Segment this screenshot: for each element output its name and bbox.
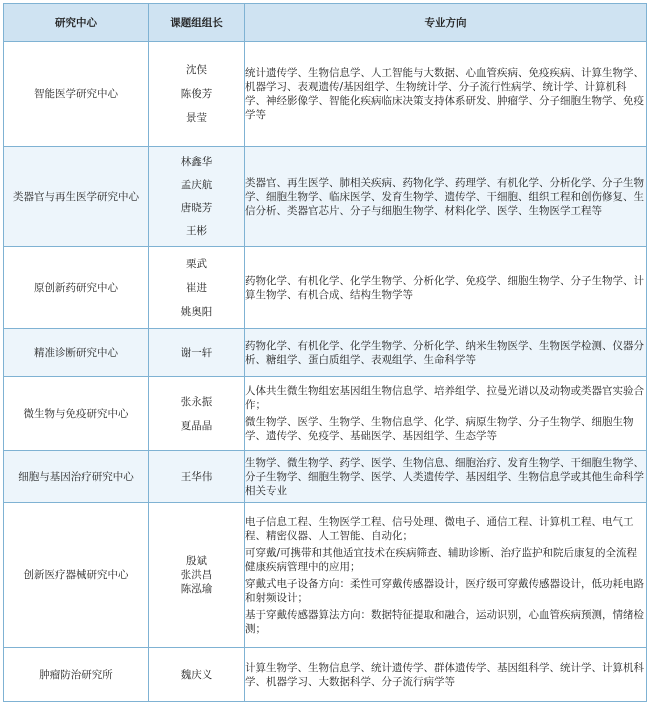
center-name: 创新医疗器械研究中心 [4, 503, 149, 648]
field-text: 微生物学、医学、生物学、生物信息学、化学、病原生物学、分子生物学、细胞生物学、遗传学、免疫学、基础医学、基因组学、生态学等 [245, 416, 634, 442]
fields-cell [245, 247, 647, 329]
leaders-cell [149, 42, 245, 147]
leaders-cell [149, 451, 245, 503]
leader-name: 谢一轩 [180, 346, 213, 359]
table-row [4, 329, 647, 377]
leaders-cell [149, 377, 245, 451]
leader-name: 王华伟 [180, 470, 213, 483]
table-row [4, 503, 647, 648]
leader-name: 陈俊芳 [180, 88, 213, 100]
table-row [4, 648, 647, 702]
header-leaders: 课题组组长 [149, 4, 245, 42]
leader-name: 殷斌 [186, 555, 207, 567]
field-text: 统计遗传学、生物信息学、人工智能与大数据、心血管疾病、免疫疾病、计算生物学、机器学习、表观遗传/基因组学、生物统计学、分子流行性病学、统计学、计算机科学、神经影像学、智能化疾病临床决策支持体系研发、肿瘤学、分子细胞生物学、免疫学等 [245, 67, 644, 121]
leaders-cell [149, 648, 245, 702]
table-row [4, 42, 647, 147]
leader-name: 张洪昌 [180, 569, 213, 581]
field-text: 计算生物学、生物信息学、统计遗传学、群体遗传学、基因组科学、统计学、计算机科学、机器学习、大数据科学、分子流行病学等 [245, 661, 644, 688]
leaders-cell [149, 503, 245, 648]
leader-name: 沈俣 [186, 64, 207, 76]
leader-name: 孟庆航 [180, 179, 213, 191]
fields-cell [245, 503, 647, 648]
table-row [4, 147, 647, 247]
header-fields: 专业方向 [245, 4, 647, 42]
leader-name: 景莹 [186, 112, 207, 124]
center-name: 精准诊断研究中心 [4, 329, 149, 377]
table-row [4, 377, 647, 451]
leader-name: 张永振 [180, 395, 213, 408]
header-center: 研究中心 [4, 4, 149, 42]
leader-name: 唐晓芳 [180, 202, 213, 214]
fields-cell [245, 42, 647, 147]
leader-name: 王彬 [186, 225, 207, 237]
leader-name: 栗武 [186, 257, 207, 270]
field-text: 生物学、微生物学、药学、医学、生物信息、细胞治疗、发育生物学、干细胞生物学、分子生物学、细胞生物学、医学、人类遗传学、基因组学、生物信息学或其他生命科学相关专业 [245, 456, 644, 497]
center-name: 类器官与再生医学研究中心 [4, 147, 149, 247]
field-text: 药物化学、有机化学、化学生物学、分析化学、纳米生物医学、生物医学检测、仪器分析、糖组学、蛋白质组学、表观组学、生命科学等 [245, 339, 644, 366]
center-name: 原创新药研究中心 [4, 247, 149, 329]
fields-cell [245, 377, 647, 451]
fields-cell [245, 648, 647, 702]
header-row [4, 4, 647, 42]
field-text: 可穿戴/可携带和其他适宜技术在疾病筛查、辅助诊断、治疗监护和院后康复的全流程健康疾病管理中的应用； [245, 546, 638, 573]
leaders-cell [149, 147, 245, 247]
fields-cell [245, 147, 647, 247]
leader-name: 崔进 [186, 281, 207, 294]
field-text: 类器官、再生医学、肺相关疾病、药物化学、药理学、有机化学、分析化学、分子生物学、细胞生物学、临床医学、发育生物学、遗传学、干细胞、组织工程和创伤修复、生信分析、类器官芯片、分子与细胞生物学、材料化学、医学、生物医学工程等 [245, 176, 644, 217]
leader-name: 姚奥阳 [180, 305, 213, 318]
leader-name: 夏晶晶 [180, 419, 213, 432]
leaders-cell [149, 247, 245, 329]
leader-name: 陈泓瑜 [180, 583, 213, 595]
leader-name: 林鑫华 [180, 156, 213, 168]
leaders-cell [149, 329, 245, 377]
research-centers-table [3, 3, 647, 702]
center-name: 智能医学研究中心 [4, 42, 149, 147]
table-row [4, 247, 647, 329]
fields-cell [245, 451, 647, 503]
center-name: 微生物与免疫研究中心 [4, 377, 149, 451]
field-text: 药物化学、有机化学、化学生物学、分析化学、免疫学、细胞生物学、分子生物学、计算生物学、有机合成、结构生物学等 [245, 274, 644, 301]
field-text: 基于穿戴传感器算法方向：数据特征提取和融合，运动识别，心血管疾病预测，情绪检测； [245, 608, 644, 635]
field-text: 穿戴式电子设备方向：柔性可穿戴传感器设计，医疗级可穿戴传感器设计，低功耗电路和射频设计； [245, 577, 644, 604]
center-name: 肿瘤防治研究所 [4, 648, 149, 702]
field-text: 人体共生微生物组宏基因组生物信息学、培养组学、拉曼光谱以及动物或类器官实验合作； [245, 385, 644, 411]
field-text: 电子信息工程、生物医学工程、信号处理、微电子、通信工程、计算机工程、电气工程、精密仪器、人工智能、自动化； [245, 515, 634, 542]
fields-cell [245, 329, 647, 377]
leader-name: 魏庆义 [180, 668, 213, 681]
center-name: 细胞与基因治疗研究中心 [4, 451, 149, 503]
table-row [4, 451, 647, 503]
